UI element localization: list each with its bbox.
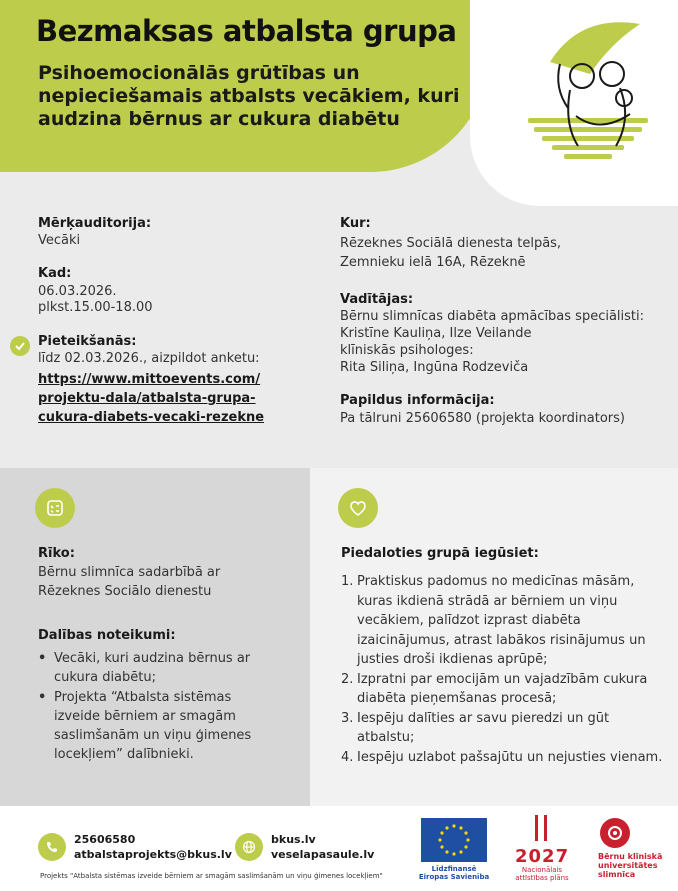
rules-list	[38, 649, 278, 765]
list-item: 3. Iespēju dalīties ar savu pieredzi un gūt atbalstu;	[341, 710, 610, 745]
nap-logo-mark	[533, 815, 551, 843]
contact-email[interactable]: atbalstaprojekts@bkus.lv	[74, 848, 232, 861]
hosts-line: klīniskās psihologes:	[340, 343, 474, 358]
handshake-heart-icon	[338, 488, 378, 528]
page-subtitle: Psihoemocionālās grūtības un nepieciešamais atbalsts vecākiem, kuri audzina bērnus ar cukura diabētu	[38, 62, 460, 130]
when-label: Kad:	[38, 266, 72, 281]
family-umbrella-illustration	[520, 14, 660, 184]
list-item: • Vecāki, kuri audzina bērnus ar cukura diabētu;	[38, 649, 278, 687]
hosts-line: Kristīne Kauliņa, Ilze Veilande	[340, 326, 532, 341]
nap-year: 2027	[515, 846, 570, 867]
organizer-label: Rīko:	[38, 546, 75, 561]
when-date: 06.03.2026.	[38, 284, 117, 299]
hosts-line: Bērnu slimnīcas diabēta apmācības speciālisti:	[340, 309, 645, 324]
signup-label: Pieteikšanās:	[38, 334, 137, 349]
where-label: Kur:	[340, 216, 371, 231]
signup-link-line[interactable]: cukura-diabets-vecaki-rezekne	[38, 410, 265, 425]
audience-value: Vecāki	[38, 233, 81, 248]
project-note: Projekts "Atbalsta sistēmas izveide bērniem ar smagām saslimšanām un viņu ģimenes locekļiem"	[40, 872, 383, 880]
signup-link[interactable]	[38, 370, 264, 427]
where-line: Zemnieku ielā 16A, Rēzeknē	[340, 255, 526, 270]
list-item: 4. Iespēju uzlabot pašsajūtu un nejusties vienam.	[341, 749, 663, 765]
audience-label: Mērķauditorija:	[38, 216, 152, 231]
hospital-name: Bērnu klīniskā universitātes slimnīca	[598, 852, 663, 879]
hosts-label: Vadītājas:	[340, 292, 414, 307]
list-item: • Projekta “Atbalsta sistēmas izveide bērniem ar smagām saslimšanām un viņu ģimenes locekļiem” dalībnieki.	[38, 688, 278, 764]
organizer-line: Bērnu slimnīca sadarbībā ar	[38, 565, 221, 580]
globe-icon	[235, 833, 263, 861]
nap-caption: Nacionālais attīstības plāns	[515, 866, 569, 882]
phone-icon	[38, 833, 66, 861]
signup-link-line[interactable]: projektu-dala/atbalsta-grupa-	[38, 391, 256, 406]
site-link[interactable]: veselapasaule.lv	[271, 848, 375, 861]
list-item: 1. Praktiskus padomus no medicīnas māsām, kuras ikdienā strādā ar bērniem un viņu vecākiem, palīdzot izprast diabēta izaicinājumus, atrast labākos risinājumus un justies droši ikdienas aprūpē;	[341, 574, 646, 667]
hospital-logo	[600, 818, 630, 848]
benefits-label: Piedaloties grupā iegūsiet:	[341, 546, 539, 561]
more-info-value: Pa tālruni 25606580 (projekta koordinators)	[340, 411, 625, 426]
benefits-list	[341, 572, 666, 767]
checklist-icon	[35, 488, 75, 528]
contact-phone[interactable]: 25606580	[74, 833, 136, 846]
hosts-line: Rita Siliņa, Ingūna Rodzeviča	[340, 360, 529, 375]
more-info-label: Papildus informācija:	[340, 393, 495, 408]
eu-flag-logo	[421, 818, 487, 862]
organizer-line: Rēzeknes Sociālo dienestu	[38, 584, 212, 599]
where-line: Rēzeknes Sociālā dienesta telpās,	[340, 236, 562, 251]
organizer-text	[38, 563, 220, 601]
check-icon	[10, 336, 30, 356]
eu-caption: Līdzfinansē Eiropas Savienība	[418, 865, 490, 881]
signup-link-line[interactable]: https://www.mittoevents.com/	[38, 372, 261, 387]
page-title: Bezmaksas atbalsta grupa	[36, 14, 457, 48]
site-link[interactable]: bkus.lv	[271, 833, 316, 846]
list-item: 2. Izpratni par emocijām un vajadzībām cukura diabēta pieņemšanas procesā;	[341, 671, 648, 706]
when-time: plkst.15.00-18.00	[38, 300, 153, 315]
signup-text: līdz 02.03.2026., aizpildot anketu:	[38, 351, 260, 366]
rules-label: Dalības noteikumi:	[38, 628, 176, 643]
